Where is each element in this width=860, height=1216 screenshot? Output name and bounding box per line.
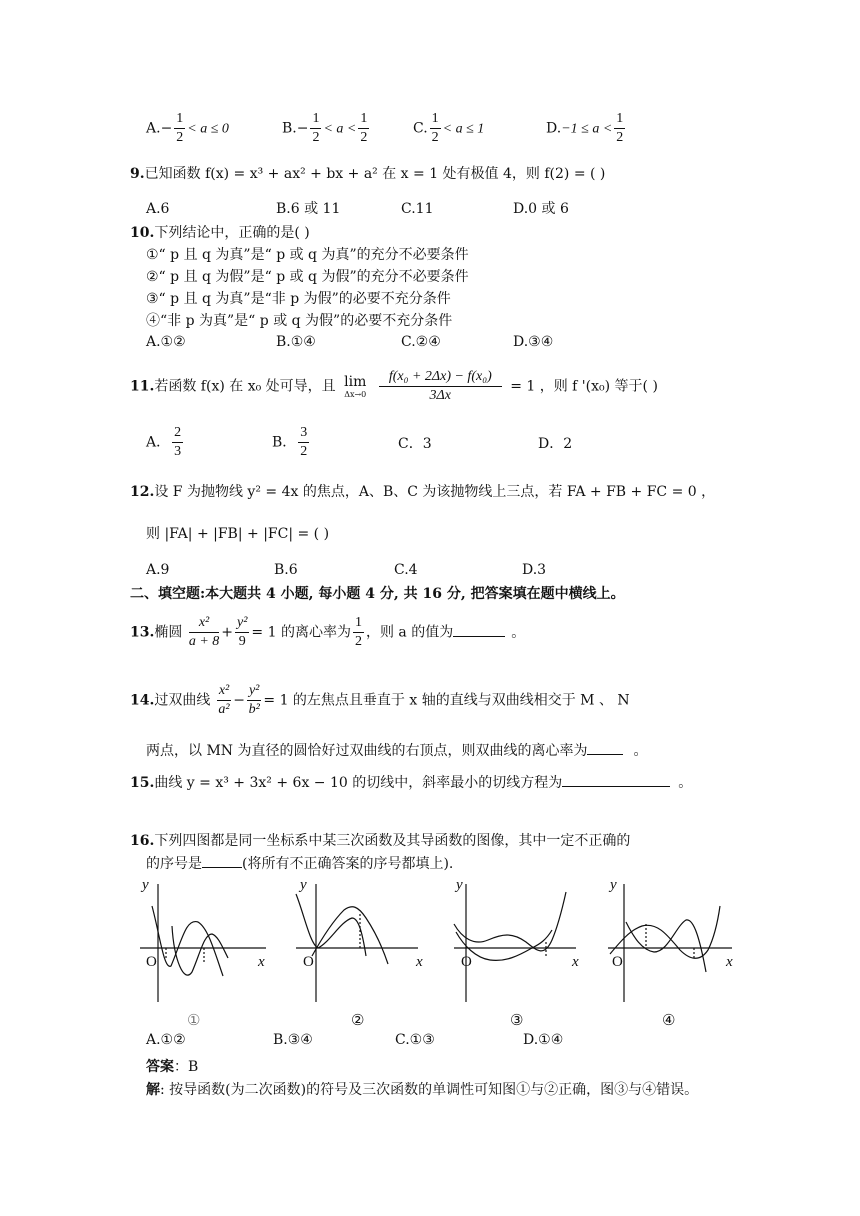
- q9-option: A.6: [146, 201, 170, 217]
- q12-stem-line2: 则 |FA| + |FB| + |FC| = ( ): [146, 526, 330, 542]
- q13-stem: 13.椭圆 $\frac{\text{x²}}{a + 8}$ + $\frac{\text{y²}}{9}$ = 1 的离心率为 $\frac{1}{2}$ ，则 a 的值为 。: [130, 615, 526, 649]
- solution: 解: 按导函数(为二次函数)的符号及三次函数的单调性可知图①与②正确，图③与④错误。: [146, 1082, 699, 1098]
- q12-option: A.9: [146, 562, 170, 578]
- q8-option-b: B.− $\frac{1}{2}$ < a < $\frac{1}{2}$: [282, 111, 368, 145]
- graph-2-y-label: y: [300, 877, 307, 893]
- graph-3-x-label: x: [572, 954, 579, 970]
- q12-option: B.6: [274, 562, 298, 578]
- q16-option: D.①④: [523, 1032, 564, 1048]
- q16-option: B.③④: [273, 1032, 313, 1048]
- q11-option-a: A． $\frac{2}{3}$: [146, 425, 182, 459]
- q8-option-a: A.− $\frac{1}{2}$ < a ≤ 0: [146, 111, 229, 145]
- q10-option: C.②④: [401, 334, 441, 350]
- q16-option: C.①③: [395, 1032, 435, 1048]
- graph-2-x-label: x: [416, 954, 423, 970]
- section-heading: 二、填空题:本大题共 4 小题, 每小题 4 分, 共 16 分, 把答案填在题中横线上。: [130, 586, 625, 602]
- graph-4-y-label: y: [610, 877, 617, 893]
- q16-answer-blank[interactable]: [202, 853, 242, 868]
- cubic-curve: [152, 906, 223, 976]
- graph-2-label: ②: [351, 1013, 365, 1029]
- q14-stem: 14.过双曲线 $\frac{\text{x²}}{\text{a²}}$ − $\frac{\text{y²}}{\text{b²}}$ = 1 的左焦点且垂直于 x 轴的直线与双曲线相交于 M 、 N: [130, 683, 630, 717]
- q9-stem: 9.已知函数 f(x) = x³ + ax² + bx + a² 在 x = 1 处有极值 4，则 f(2) = ( ): [130, 166, 606, 182]
- q11-stem: 11.若函数 f(x) 在 x₀ 处可导，且 lim Δx→0 $\frac{\text{f(x₀ + 2Δx) − f(x₀)}}{3\Delta x}$ = 1 ，则 f '(x₀) 等于( ): [130, 369, 658, 403]
- q12-options: [146, 562, 546, 578]
- q10-item: ②“ p 且 q 为假”是“ p 或 q 为假”的充分不必要条件: [146, 269, 469, 285]
- graph-1-x-label: x: [258, 954, 265, 970]
- graph-3-label: ③: [510, 1013, 524, 1029]
- q12-option: D.3: [522, 562, 547, 578]
- q16-options: [146, 1032, 563, 1048]
- q11-option-b: B． $\frac{3}{2}$: [272, 425, 308, 459]
- graph-4-origin-label: O: [612, 954, 623, 970]
- q16-option: A.①②: [146, 1032, 186, 1048]
- q8-option-c: C. $\frac{1}{2}$ < a ≤ 1: [413, 111, 485, 145]
- q9-option: B.6 或 11: [276, 201, 341, 217]
- derivative-curve: [312, 907, 388, 964]
- q12-option: C.4: [394, 562, 418, 578]
- q14-stem-line2: 两点，以 MN 为直径的圆恰好过双曲线的右顶点，则双曲线的离心率为 。: [146, 740, 647, 760]
- q12-stem: 12.设 F 为抛物线 y² = 4x 的焦点，A、B、C 为该抛物线上三点，若 FA + FB + FC = 0 ，: [130, 484, 716, 500]
- q10-options: [146, 334, 553, 350]
- q16-stem: 16.下列四图都是同一坐标系中某三次函数及其导函数的图像，其中一定不正确的: [130, 833, 631, 849]
- q10-item: ③“ p 且 q 为真”是“非 p 为假”的必要不充分条件: [146, 291, 451, 307]
- graph-1: [138, 880, 270, 1005]
- graph-2: [294, 880, 426, 1005]
- q9-options: [146, 198, 569, 218]
- graph-2-origin-label: O: [303, 954, 314, 970]
- q10-item: ①“ p 且 q 为真”是“ p 或 q 为真”的充分不必要条件: [146, 247, 469, 263]
- q9-option: D.0 或 6: [513, 201, 569, 217]
- q15-answer-blank[interactable]: [562, 772, 670, 787]
- q9-option: C.11: [401, 201, 434, 217]
- q15-stem: 15.曲线 y = x³ + 3x² + 6x − 10 的切线中，斜率最小的切线方程为 。: [130, 772, 692, 792]
- graph-1-y-label: y: [142, 877, 149, 893]
- answer: 答案：B: [146, 1059, 199, 1075]
- q13-answer-blank[interactable]: [453, 622, 505, 637]
- q10-option: A.①②: [146, 334, 186, 350]
- q11-option-d: D．2: [538, 436, 573, 452]
- q14-answer-blank[interactable]: [587, 740, 623, 755]
- graph-1-label: ①: [187, 1013, 201, 1029]
- graph-4-label: ④: [662, 1013, 676, 1029]
- q10-item: ④“非 p 为真”是“ p 或 q 为假”的必要不充分条件: [146, 313, 453, 329]
- graph-3: [452, 880, 584, 1005]
- graph-1-origin-label: O: [146, 954, 157, 970]
- graph-4-x-label: x: [726, 954, 733, 970]
- graph-3-y-label: y: [456, 877, 463, 893]
- cubic-curve: [610, 906, 720, 958]
- graph-4: [606, 880, 738, 1005]
- q11-option-c: C．3: [398, 436, 432, 452]
- q10-option: D.③④: [513, 334, 554, 350]
- q16-stem-line2: 的序号是 (将所有不正确答案的序号都填上).: [146, 853, 453, 873]
- q10-stem: 10.下列结论中，正确的是( ): [130, 225, 310, 241]
- q8-option-d: D.−1 ≤ a < $\frac{1}{2}$: [546, 111, 624, 145]
- cubic-curve: [454, 892, 566, 951]
- graph-3-origin-label: O: [461, 954, 472, 970]
- q10-option: B.①④: [276, 334, 316, 350]
